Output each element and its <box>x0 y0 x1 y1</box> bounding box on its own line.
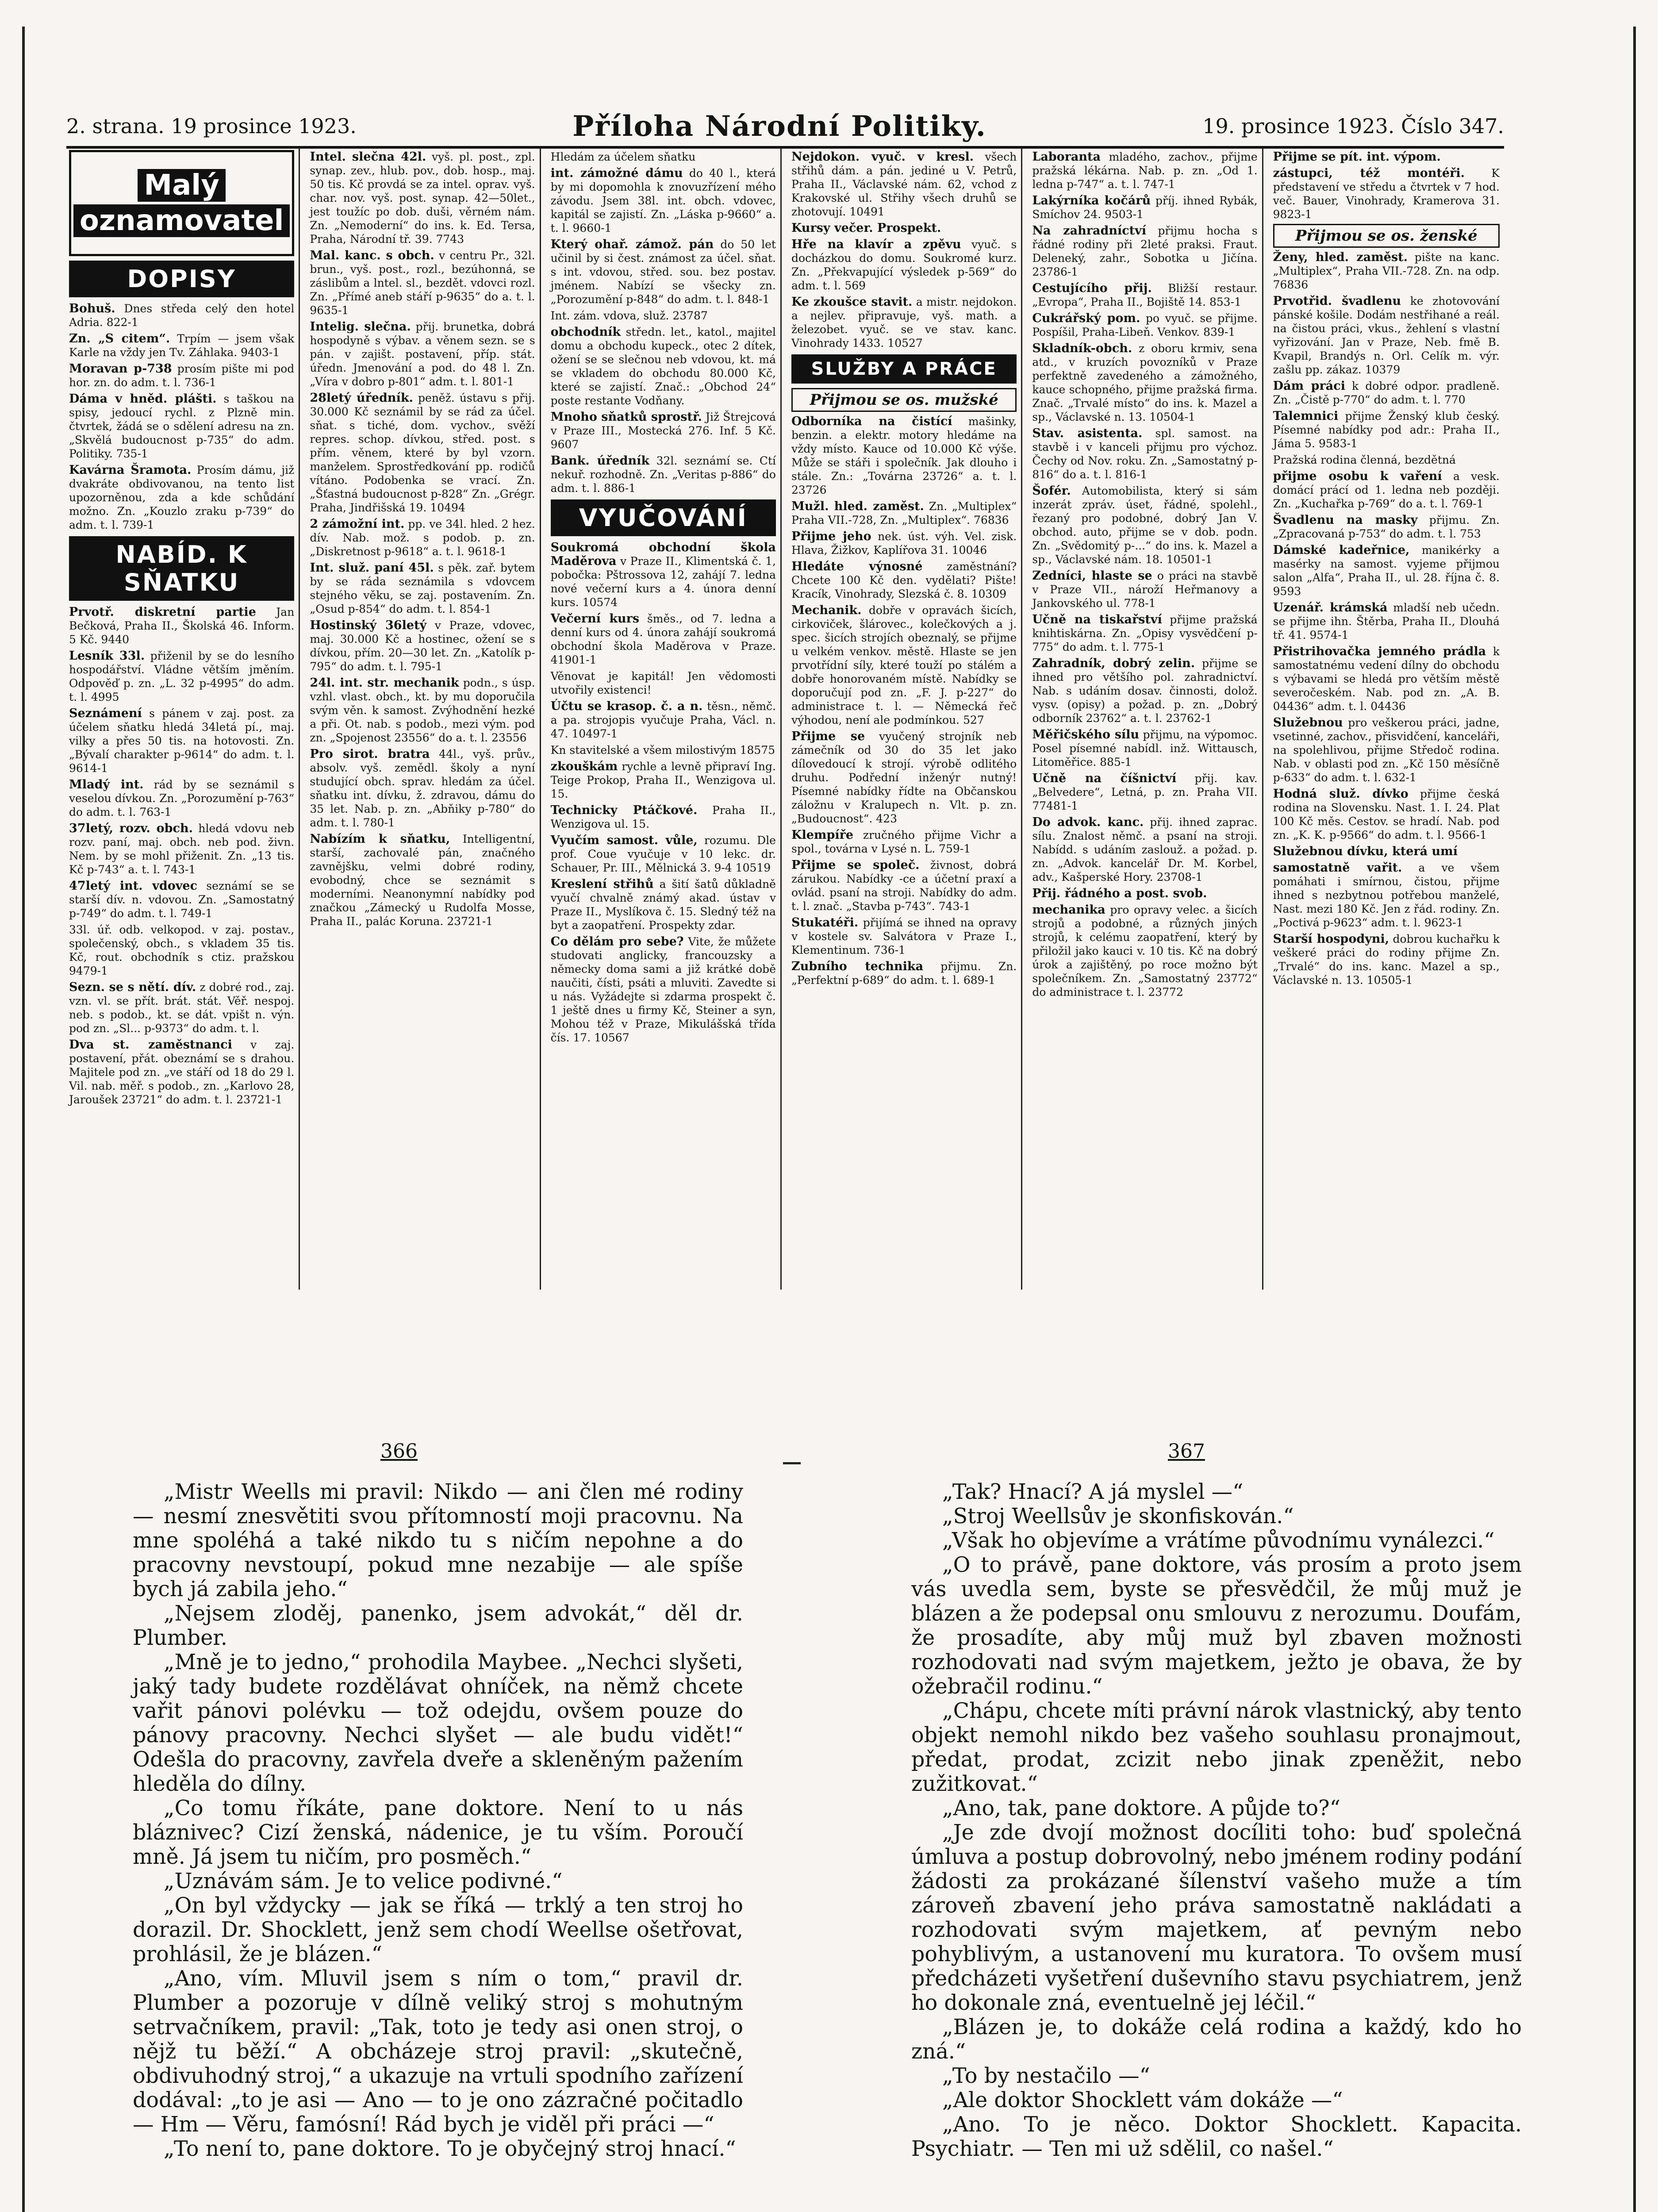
ad-text: mladého, zachov., přijme pražská lékárna. Nab. p. zn. „Od 1. ledna p-747“ a. t. l. 747-1 <box>1032 150 1258 191</box>
ad-keyword: Přij. řádného a post. svob. <box>1032 887 1207 900</box>
ad-text: rozumu. Dle prof. Coue vyučuje v 10 lekc. dr. Schauer, Pr. III., Mělnická 3. 9-4 10519 <box>550 834 776 874</box>
page-number-right: 367 <box>1168 1440 1205 1463</box>
classified-ad <box>1032 224 1257 279</box>
classified-ad <box>1032 903 1257 999</box>
maly-oznamovatel-logo <box>69 150 294 256</box>
ad-keyword: Seznámení <box>69 707 142 720</box>
ad-keyword: Mechanik. <box>791 603 862 617</box>
ad-text: k dobré odpor. pradleně. Zn. „Čistě p-770“ do adm. t. l. 770 <box>1273 380 1500 406</box>
classified-ad <box>1273 861 1500 929</box>
classified-ad <box>310 391 535 515</box>
classified-ad <box>1273 379 1500 407</box>
ad-keyword: Bohuš. <box>69 302 115 315</box>
classified-ad <box>551 803 776 831</box>
classified-ad <box>1273 787 1500 842</box>
classified-ad <box>791 530 1017 557</box>
story-paragraph: „Uznávám sám. Je to velice podivné.“ <box>164 1869 563 1893</box>
ad-keyword: Lesník 33l. <box>69 649 145 663</box>
ad-text: s pěk. zař. bytem by se ráda seznámila s vdovcem stejného věku, se zaj. postavením. Zn. „Osud p-854“ do adm. t. l. 854-1 <box>310 561 535 615</box>
ad-keyword: Prvotř. diskretní partie <box>69 605 256 619</box>
ad-keyword: Přijme jeho <box>791 530 871 543</box>
ad-text: živnost, dobrá zárukou. Nabídky -ce a účetní praxí a ovlád. psaní na stroji. Nabídky do adm. t. l. znač. „Stavba p-743“. 743-1 <box>791 859 1017 913</box>
ad-column <box>1029 148 1263 1290</box>
ad-keyword: Na zahradníctví <box>1032 224 1147 238</box>
ad-text: příj. ihned Rybák, Smíchov 24. 9503-1 <box>1032 194 1258 221</box>
ad-text: Věnovat je kapitál! Jen vědomosti utvořily existenci! <box>550 670 776 696</box>
ad-text: nek. úst. výh. Vel. zisk. Hlava, Žižkov, Kaplířova 31. 10046 <box>791 530 1017 557</box>
classified-ad <box>69 605 294 646</box>
ad-text: přijme se ihned pro většího pol. zahradnictví. Nab. s udáním dosav. činnosti, dolož. vysv. (opisy) a požad. p. zn. „Dobrý odborník 23762“ a. t. l. 23762-1 <box>1032 657 1258 725</box>
ad-keyword: Cukrářský pom. <box>1032 311 1140 325</box>
classified-ad <box>551 541 776 609</box>
ad-keyword: Odborníka na čistící <box>791 415 952 428</box>
classified-ad <box>551 833 776 875</box>
ad-text: v zaj. postavení, přát. obeznámí se s drahou. Majitele pod zn. „ve stáří od 18 do 29 l. Vil. nab. měř. s podob., zn. „Karlovo 28, Jaroušek 23721“ do adm. t. l. 23721-1 <box>69 1038 295 1106</box>
ad-keyword: Soukromá obchodní škola Maděrova <box>550 541 776 568</box>
ad-text: Kn stavitelské a všem milostivým 18575 <box>550 744 775 757</box>
ad-keyword: zástupci, též montéři. <box>1273 166 1465 180</box>
ad-keyword: 28letý úředník. <box>310 391 413 405</box>
classified-ad <box>310 249 535 317</box>
ad-text: přijmu hocha s řádné rodiny při 2leté praksi. Fraut. Deleneký, zahr., Sobotka u Jičína. 23786-1 <box>1032 224 1258 278</box>
ad-text: pište na kanc. „Multiplex“, Praha VII.-728. Zn. na odp. 76836 <box>1273 251 1500 291</box>
ad-keyword: mechanika <box>1032 903 1105 917</box>
ad-keyword: Kavárna Šramota. <box>69 463 192 477</box>
ad-text: podn., s úsp. vzhl. vlast. obch., kt. by mu doporučila svým věn. k samost. Zvýhodnění hezké a při. Ot. nab. s podob., mezi vým. pod zn. „Spojenost 23556“ do a. t. l. 23556 <box>310 676 535 744</box>
classified-ads <box>66 148 1504 1290</box>
classified-ad <box>1273 294 1500 376</box>
ad-text: s pánem v zaj. post. za účelem sňatku hledá 34letá pí., maj. vilky a přes 50 tis. na hotovosti. Zn. „Bývalí charakter p-9614“ do adm. t. l. 9614-1 <box>69 707 295 775</box>
classified-ad <box>69 980 294 1035</box>
ad-keyword: Který ohař. zámož. pán <box>550 238 714 251</box>
ad-text: vyš. pl. post., zpl. synap. zev., hlub. pov., dob. hosp., maj. 50 tis. Kč provdá se za intel. oprav. vyš. char. nov. vyš. post. synap. 42—50let., jest toužíc po dob. duši, věrném nám. Zn. „Nemoderní“ do ins. k. Ed. Tersa, Praha, Národní tř. 39. 7743 <box>310 150 535 246</box>
classified-ad <box>310 747 535 830</box>
ad-keyword: Učně na tiskařství <box>1032 613 1162 626</box>
ad-text: Bližší restaur. „Evropa“, Praha II., Bojiště 14. 853-1 <box>1032 282 1258 308</box>
story-paragraph: „To by nestačilo —“ <box>942 2064 1150 2088</box>
ad-keyword: Kursy večer. Prospekt. <box>791 221 941 235</box>
ad-text: s taškou na spisy, jedoucí rychl. z Plzně min. čtvrtek, žádá se o sdělení adresu na zn. „Skvělá budoucnost p-735“ do adm. Politiky. 735-1 <box>69 392 295 460</box>
classified-ad <box>1032 728 1257 769</box>
section-heading: NABÍD. K SŇATKU <box>69 536 294 601</box>
page-header <box>66 106 1504 149</box>
ad-keyword: Lakýrníka kočárů <box>1032 194 1151 207</box>
ad-text: přijímá se ihned na opravy v kostele sv. Salvátora v Praze I., Klementinum. 736-1 <box>791 916 1017 956</box>
classified-ad <box>69 923 294 978</box>
ad-text: a mistr. nejdokon. a nejlev. připravuje, vyš. math. a železobet. vyuč. se ve stav. kanc. Vinohrady 1433. 10527 <box>791 296 1017 349</box>
classified-ad <box>310 832 535 928</box>
ad-keyword: Pro sirot. bratra <box>310 747 430 761</box>
classified-ad <box>1032 150 1257 191</box>
classified-ad <box>310 150 535 246</box>
ad-keyword: Ženy, hled. zaměst. <box>1273 250 1408 264</box>
ad-text: manikérky a masérky na samost. vyjeme přijmou salon „Alfa“, Praha II., ul. 28. října č. 8. 9593 <box>1273 544 1500 598</box>
ad-text: z oboru krmiv, sena atd., v kruzích povozníků v Praze perfektně zavedeného a zámožného, kauce schopného, přijme pražská firma. Znač. „Trvalé místo“ do ins. k. Mazel a sp., Václavské n. 13. 10504-1 <box>1032 342 1258 423</box>
ad-keyword: Zubního technika <box>791 960 924 973</box>
header-title: Příloha Národní Politiky. <box>572 109 986 143</box>
classified-ad <box>1032 194 1257 221</box>
ad-text: přijme česká rodina na Slovensku. Nast. 1. I. 24. Plat 100 Kč měs. Cestov. se hradí. Nab. pod zn. „K. K. p-9566“ do adm. t. l. 9566-1 <box>1273 787 1500 841</box>
ad-keyword: zkouškám <box>550 760 618 773</box>
classified-ad <box>69 822 294 876</box>
classified-ad <box>551 699 776 741</box>
classified-ad <box>791 238 1017 292</box>
classified-ad <box>69 332 294 359</box>
classified-ad <box>551 325 776 407</box>
classified-ad <box>1032 569 1257 610</box>
classified-ad <box>791 858 1017 913</box>
ad-text: Int. zám. vdova, služ. 23787 <box>550 309 708 322</box>
ad-text: přiženil by se do lesního hospodářství. Vládne větším jměním. Odpověď p. zn. „L. 32 p-4995“ do adm. t. l. 4995 <box>69 649 295 703</box>
classified-ad <box>791 603 1017 727</box>
ad-text: z dobré rod., zaj. vzn. vl. se přít. brát. stát. Věř. nespoj. neb. s podob., kt. se dát. vpišt n. výn. pod zn. „Sl... p-9373“ do adm. t. l. <box>69 981 295 1035</box>
classified-ad <box>1273 932 1500 987</box>
ad-keyword: Přijme se <box>791 730 865 743</box>
header-date-left: 2. strana. 19 prosince 1923. <box>66 114 357 138</box>
ad-keyword: Intelig. slečna. <box>310 320 411 334</box>
story-paragraph: „O to právě, pane doktore, vás prosím a proto jsem vás uvedla sem, byste se přesvědčil, že můj muž je blázen a že podepsal onu smlouvu z nerozumu. Doufám, že prosadíte, aby můj muž byl zbaven možnosti rozhodovati nad svým majetkem, ježto je obava, že by ožebračil rodinu.“ <box>911 1553 1522 1699</box>
classified-ad <box>69 463 294 532</box>
ad-keyword: Hře na klavír a zpěvu <box>791 238 961 251</box>
classified-ad <box>1273 543 1500 598</box>
ad-text: a vesk. domácí prácí od 1. ledna neb později. Zn. „Kuchařka p-769“ do a. t. l. 769-1 <box>1273 470 1500 510</box>
ad-text: pro veškerou práci, jadne, vsetinné, zachov., přisvidčení, kanceláři, na spolehlivou, přijme Středoč rodina. Nab. v oblasti pod zn. „Kč 150 měsíčně p-633“ do adm. t. l. 632-1 <box>1273 716 1500 784</box>
ad-keyword: Dámské kadeřnice, <box>1273 543 1410 557</box>
ad-keyword: Zn. „S citem“. <box>69 332 170 346</box>
ad-text: přijmu. Zn. „Perfektní p-689“ do adm. t. l. 689-1 <box>791 960 1017 987</box>
story-paragraph: „To není to, pane doktore. To je obyčejný stroj hnací.“ <box>164 2137 736 2161</box>
classified-ad <box>310 320 535 388</box>
ad-text: ke zhotovování pánské košile. Dodám nestřihané a reál. na čistou práci, vkus., žehlení s vlastní vyřizování. Jan v Praze, Neb. fmě B. Kvapil, Brandýs n. Orl. Celík m. výr. zašlu pp. zákaz. 10379 <box>1273 295 1500 376</box>
ad-keyword: 47letý int. vdovec <box>69 879 198 893</box>
ad-keyword: Učně na číšnictví <box>1032 772 1177 785</box>
ad-keyword: Mnoho sňatků sprostř. <box>550 410 702 424</box>
ad-keyword: Šofér. <box>1032 484 1071 498</box>
classified-ad <box>1032 484 1257 566</box>
classified-ad <box>551 309 776 323</box>
story-paragraph: „Je zde dvojí možnost docíliti toho: buď společná úmluva a postup dobrovolný, nebo jménem rodiny podání žádosti za prokázané šílenství vašeho muže a tím zároveň zbavení jeho práva samostatně nakládati a rozhodovati svým majetkem, ať pevným nebo pohyblivým, a ustanovení mu kuratora. To ovšem musí předcházeti vyšetření duševního stavu psychiatrem, jenž ho dokonale zná, eventuelně jej léčil.“ <box>911 1820 1522 2015</box>
ad-keyword: Cestujícího přij. <box>1032 281 1152 295</box>
classified-ad <box>69 362 294 389</box>
classified-ad <box>791 828 1017 856</box>
story-paragraph: „Stroj Weellsův je skonfiskován.“ <box>942 1504 1294 1528</box>
ad-keyword: Zedníci, hlaste se <box>1032 569 1152 583</box>
ad-text: šměs., od 7. ledna a denní kurs od 4. února zahájí soukromá obchodní škola Maděrova v Praze. 41901-1 <box>550 612 776 666</box>
ad-keyword: Klempíře <box>791 828 853 842</box>
ad-text: Automobilista, který si sám inzerát zpráv. úset, řádné, spolehl., řezaný pro podobné, dobrý Jan V. obchod. auto, přijme se v dob. podn. Zn. „Svědomitý p-...“ do ins. k. Mazel a sp., Václavské nám. 18. 10501-1 <box>1032 484 1258 566</box>
classified-ad <box>551 454 776 495</box>
classified-ad <box>551 612 776 667</box>
ad-text: mladší neb učedn. se přijme ihn. Štěrba, Praha II., Dlouhá tř. 41. 9574-1 <box>1273 601 1500 641</box>
classified-ad <box>1032 613 1257 654</box>
ad-text: vyučený strojník neb zámečník od 30 do 35 let jako dílovedoucí k strojí. výrobě odlitého druhu. Podřední inženýr nutný! Písemné nabídky řídte na Občanskou záložnu v Kralupech n. Vlt. p. zn. „Budoucnost“. 423 <box>791 730 1017 825</box>
ad-text: Praha II., Wenzigova ul. 15. <box>550 804 776 830</box>
classified-ad <box>1032 887 1257 900</box>
ad-text: peněž. ústavu s přij. 30.000 Kč seznámil by se rád za účel. sňat. s tiché, dom. vychov., svěží repres. schop. dívkou, střed. post. s přím. věnem, které by byl vzorn. manželem. Sprostředkování pp. rodičů vítáno. Podobenka se vrací. Zn. „Šťastná budoucnost p-828“ Zn. „Grégr. Praha, Jindřišská 19. 10494 <box>310 392 535 514</box>
classified-ad <box>551 760 776 801</box>
classified-ad <box>791 916 1017 957</box>
classified-ad <box>1273 845 1500 858</box>
ad-keyword: Hledáte výnosné <box>791 560 923 573</box>
ad-keyword: Kreslení střihů <box>550 877 654 891</box>
ad-keyword: Vyučím samost. vůle, <box>550 833 698 847</box>
ad-text: 44l., vyš. prův., absolv. vyš. zemědl. školy a nyní studující obch. sprav. hledám za účel. sňatku int. dívku, ž. zdravou, dámu do 35 let. Nab. p. zn. „Abňiky p-780“ do adm. t. l. 780-1 <box>310 748 535 829</box>
classified-ad <box>1273 645 1500 713</box>
ad-keyword: Sezn. se s nětí. dív. <box>69 980 196 994</box>
story-paragraph: „Co tomu říkáte, pane doktore. Není to u nás bláznivec? Cizí ženská, nádenice, je tu vším. Poroučí mně. Já jsem tu ničím, pro posměch.“ <box>133 1796 743 1869</box>
ad-text: přij. ihned zaprac. sílu. Znalost němč. a psaní na stroji. Nabídd. s udáním zaslouž. a požad. p. zn. „Advok. kancelář Dr. M. Korbel, adv., Kašperské Hory. 23708-1 <box>1032 816 1258 883</box>
story-paragraph: „Tak? Hnací? A já myslel —“ <box>942 1480 1244 1504</box>
classified-ad <box>791 295 1017 350</box>
ad-text: a ve všem pomáhati i smírnou, čistou, přijme ihned s nezbytnou potřebou manželé, Nast. mezi 180 Kč. Jen z řád. rodiny. Zn. „Poctivá p-9623“ adm. t. l. 9623-1 <box>1273 861 1500 929</box>
ad-keyword: Bank. úředník <box>550 454 650 468</box>
ad-text: Hledám za účelem sňatku <box>550 150 696 163</box>
classified-ad <box>69 649 294 704</box>
ad-text: těsn., němč. a pa. strojopis vyučuje Praha, Václ. n. 47. 10497-1 <box>550 700 776 740</box>
story-column-left <box>133 1480 743 2161</box>
ad-keyword: Dáma v hněd. plášti. <box>69 392 217 406</box>
ad-text: dobrou kuchařku k veškeré práci do rodiny přijme Zn. „Trvalé“ do ins. kanc. Mazel a sp., Václavské n. 13. 10505-1 <box>1273 933 1500 987</box>
ad-keyword: Přijme se společ. <box>791 858 920 872</box>
classified-ad <box>1273 513 1500 541</box>
story-paragraph: „Ano. To je něco. Doktor Shocklett. Kapacita. Psychiatr. — Ten mi už sdělil, co našel.“ <box>911 2112 1522 2161</box>
ad-keyword: Technicky Ptáčkové. <box>550 803 698 817</box>
ad-keyword: int. zámožné dámu <box>550 166 683 180</box>
ad-text: po vyuč. se přijme. Pospíšil, Praha-Libeň. Venkov. 839-1 <box>1032 312 1258 338</box>
classified-ad <box>551 877 776 932</box>
story-column-right <box>911 1480 1522 2161</box>
classified-ad <box>1032 342 1257 424</box>
ad-text: hledá vdovu neb rozv. paní, maj. obch. neb pod. živn. Nem. by se mohl přiženit. Zn. „13 tis. Kč p-743“ a. t. l. 743-1 <box>69 822 295 876</box>
classified-ad <box>1273 150 1500 164</box>
classified-ad <box>1032 772 1257 813</box>
classified-ad <box>791 415 1017 497</box>
ad-text: v Praze II., Klimentská č. 1, pobočka: Pštrossova 12, zahájí 7. ledna nové večerní kurs a 4. února denní kurs. 10574 <box>550 555 776 609</box>
ad-keyword: Hostinský 36letý <box>310 618 427 632</box>
classified-ad <box>791 499 1017 527</box>
ad-keyword: přijme osobu k vaření <box>1273 469 1442 483</box>
classified-ad <box>1273 409 1500 450</box>
classified-ad <box>1032 426 1257 481</box>
logo-line-1: Malý <box>138 169 226 202</box>
ad-keyword: 37letý, rozv. obch. <box>69 822 193 835</box>
ad-text: Již Štrejcová v Praze III., Mostecká 276. Inf. 5 Kč. 9607 <box>550 411 776 451</box>
ad-column <box>66 148 300 1290</box>
story-paragraph: „Však ho objevíme a vrátíme původnímu vynálezci.“ <box>942 1528 1495 1553</box>
ad-keyword: Přijme se pít. int. výpom. <box>1273 150 1441 164</box>
ad-keyword: obchodník <box>550 325 621 339</box>
classified-ad <box>1032 281 1257 309</box>
ad-text: pp. ve 34l. hled. 2 hez. dív. Nab. mož. s podob. p. zn. „Diskretnost p-9618“ a. t. l. 9618-1 <box>310 518 535 558</box>
classified-ad <box>69 778 294 819</box>
ad-text: rychle a levně připraví Ing. Teige Prokop, Praha II., Wenzigova ul. 15. <box>550 760 776 800</box>
classified-ad <box>69 1038 294 1106</box>
ad-text: spl. samost. na stavbě i v kanceli přijmu pro výchoz. Čechy od Nov. roku. Zn. „Samostatný p-816“ do a. t. l. 816-1 <box>1032 427 1258 481</box>
ad-text: Prosím dámu, již dvakráte obdivovanou, na tento list upozorněnou, zda a kde schůdání možno. Zn. „Kouzlo zraku p-739“ do adm. t. l. 739-1 <box>69 464 295 531</box>
classified-ad <box>1032 311 1257 339</box>
story-paragraph: „Ale doktor Shocklett vám dokáže —“ <box>942 2088 1343 2112</box>
classified-ad <box>310 517 535 558</box>
header-date-right: 19. prosince 1923. Číslo 347. <box>1202 114 1504 138</box>
ad-keyword: Nabízím k sňatku, <box>310 832 450 846</box>
classified-ad <box>69 879 294 920</box>
ad-column <box>548 148 782 1290</box>
subsection-heading: Přijmou se os. ženské <box>1273 224 1500 248</box>
ad-text: v centru Pr., 32l. brun., vyš. post., rozl., bezúhonná, se záslibům a lntel. sl., bezdět. vdovci rozl. Zn. „Přímé aneb stáří p-9635“ do a. t. l. 9635-1 <box>310 249 535 317</box>
ad-text: Trpím — jsem však Karle na vždy jen Tv. Záhlaka. 9403-1 <box>69 332 295 359</box>
classified-ad <box>551 410 776 451</box>
ad-keyword: Stav. asistenta. <box>1032 426 1143 440</box>
ad-keyword: Přistrihovačka jemného prádla <box>1273 645 1486 658</box>
ad-text: rád by se seznámil s veselou dívkou. Zn. „Porozumění p-763“ do adm. t. l. 763-1 <box>69 778 295 818</box>
page-number-left: 366 <box>380 1440 418 1463</box>
ad-keyword: Dva st. zaměstnanci <box>69 1038 232 1052</box>
classified-ad <box>791 150 1017 219</box>
ad-text: přijmu, na výpomoc. Posel písemné nabídl. inž. Wittausch, Litoměřice. 885-1 <box>1032 728 1258 768</box>
subsection-heading: Přijmou se os. mužské <box>791 388 1017 412</box>
ad-text: seznámí se se starší dív. n. vdovou. Zn. „Samostatný p-749“ do adm. t. l. 749-1 <box>69 879 295 920</box>
ad-keyword: Večerní kurs <box>550 612 640 626</box>
section-heading: VYUČOVÁNÍ <box>551 499 776 536</box>
ad-text: přijmu. Zn. „Zpracovaná p-753“ do adm. t. l. 753 <box>1273 514 1500 540</box>
ad-keyword: Služebnou dívku, která umí <box>1273 845 1458 858</box>
classified-ad <box>551 669 776 697</box>
classified-ad <box>69 302 294 329</box>
ad-keyword: Účtu se krasop. č. a n. <box>550 699 703 713</box>
classified-ad <box>551 150 776 164</box>
ad-keyword: Talemnici <box>1273 409 1339 423</box>
classified-ad <box>1273 716 1500 784</box>
story-paragraph: „Mně je to jedno,“ prohodila Maybee. „Nechci slyšeti, jaký tady budete rozdělávat ohníček, na němž chcete vařit pánovi polévku — tož odejdu, ovšem pouze do pánovy pracovny. Nechci slyšet — ale budu vidět!“ Odešla do pracovny, zavřela dveře a skleněným pažením hleděla do dílny. <box>133 1650 743 1796</box>
story-paragraph: „Mistr Weells mi pravil: Nikdo — ani člen mé rodiny — nesmí znesvětiti svou přítomností moji pracovnu. Na mne spoléhá a také nikdo tu s ničím nepohne a do pracovny nevstoupí, pokud mne nezabije — ale spíše bych já zabila jeho.“ <box>133 1480 743 1601</box>
ad-keyword: Švadlenu na masky <box>1273 513 1418 527</box>
ad-column <box>307 148 541 1290</box>
ad-text: Intelligentní, starší, zachovalé pán, značného zavnějšku, velmi dobré rodiny, evobodný, chce se seznámit s moderními. Neanonymní nabídky pod značkou „Zámecký u Rudolfa Mosse, Praha II., palác Koruna. 23721-1 <box>310 833 535 928</box>
ad-keyword: Do advok. kanc. <box>1032 815 1144 829</box>
classified-ad <box>310 561 535 616</box>
classified-ad <box>1273 453 1500 467</box>
ad-keyword: Prvotřid. švadlenu <box>1273 294 1401 308</box>
story-paragraph: „Chápu, chcete míti právní nárok vlastnický, aby tento objekt nemohl nikdo bez vašeho souhlasu pronajmout, předat, prodat, zcizit nebo jinak zpeněžit, nebo zužitkovat.“ <box>911 1699 1522 1796</box>
classified-ad <box>551 743 776 757</box>
story-paragraph: „Ano, tak, pane doktore. A půjde to?“ <box>942 1796 1340 1820</box>
ad-text: pro opravy velec. a šicích strojů a podobné, a různých jiných strojů, k celému zaopatření, který by přiložil jako kauci v. 10 tis. Kč na dobrý úrok a zajištěný, po roce možno být společníkem. Zn. „Samostatný 23772“ do administrace t. l. 23772 <box>1032 903 1258 998</box>
ad-text: 33l. úř. odb. velkopod. v zaj. postav., společenský, obch., s vkladem 35 tis. Kč, rout. obchodník s ctiz. pražskou 9479-1 <box>69 923 295 977</box>
classified-ad <box>69 392 294 461</box>
classified-ad <box>551 238 776 306</box>
classified-ad <box>1273 250 1500 292</box>
ad-keyword: Nejdokon. vyuč. v kresl. <box>791 150 974 164</box>
ad-text: v Praze, vdovec, maj. 30.000 Kč a hostinec, ožení se s dívkou, přím. 20—30 let. Zn. „Katolík p-795“ do adm. t. l. 795-1 <box>310 619 535 673</box>
classified-ad <box>69 707 294 775</box>
classified-ad <box>791 960 1017 987</box>
ad-keyword: Mužl. hled. zaměst. <box>791 499 924 513</box>
section-heading: DOPISY <box>69 261 294 297</box>
ad-text: zaměstnání? Chcete 100 Kč den. vydělati? Pište! Kracík, Vinohrady, Slezská č. 8. 10309 <box>791 560 1017 600</box>
ad-text: zručného přijme Vichr a spol., továrna v Lysé n. L. 759-1 <box>791 829 1017 855</box>
center-dash <box>783 1462 801 1464</box>
ad-keyword: Zahradník, dobrý zelin. <box>1032 657 1195 670</box>
ad-text: přij. brunetka, dobrá hospodyně s výbav. a věnem sezn. se s pán. v zajišt. postavení, příp. stát. úředn. Jmenování a pod. do 48 l. Zn. „Víra v dobro p-801“ adm. t. l. 801-1 <box>310 320 535 388</box>
ad-keyword: Mal. kanc. s obch. <box>310 249 434 262</box>
story-paragraph: „Blázen je, to dokáže celá rodina a každý, kdo ho zná.“ <box>911 2015 1522 2064</box>
section-heading: SLUŽBY A PRÁCE <box>791 354 1017 384</box>
classified-ad <box>791 560 1017 601</box>
ad-column <box>1270 148 1504 1290</box>
ad-text: středn. let., katol., majitel domu a obchodu kupeck., otec 2 dítek, ožení se se slečnou neb vdovou, kt. má se vkladem do obchodu 80.000 Kč, které se zajistí. Znač.: „Obchod 24“ poste restante Vodňany. <box>550 326 776 407</box>
story-paragraph: „Nejsem zloděj, panenko, jsem advokát,“ děl dr. Plumber. <box>133 1601 743 1650</box>
ad-keyword: Dám práci <box>1273 379 1345 393</box>
classified-ad <box>1032 815 1257 884</box>
ad-text: Jan Bečková, Praha II., Školská 46. Inform. 5 Kč. 9440 <box>69 606 295 646</box>
classified-ad <box>551 166 776 235</box>
ad-text: vyuč. s docházkou do domu. Soukromé kurz. Zn. „Překvapující výsledek p-569“ do adm. t. l. 569 <box>791 238 1017 292</box>
ad-keyword: Starší hospodyni, <box>1273 932 1389 946</box>
ad-keyword: Intel. slečna 42l. <box>310 150 426 164</box>
ad-keyword: Skladník-obch. <box>1032 342 1132 355</box>
ad-text: přijme pražská knihtiskárna. Zn. „Opisy vysvědčení p-775“ do adm. t. l. 775-1 <box>1032 613 1258 653</box>
ad-column <box>789 148 1022 1290</box>
story-paragraph: „On byl vždycky — jak se říká — trklý a ten stroj ho dorazil. Dr. Shocklett, jenž sem chodí Weellse ošetřovat, prohlásil, že je blázen.“ <box>133 1893 743 1966</box>
classified-ad <box>1273 469 1500 511</box>
classified-ad <box>791 221 1017 235</box>
ad-keyword: Co dělám pro sebe? <box>550 935 684 949</box>
ad-keyword: Služebnou <box>1273 716 1343 730</box>
ad-text: K představení ve středu a čtvrtek v 7 hod. več. Bauer, Vinohrady, Kramerova 31. 9823-1 <box>1273 167 1500 221</box>
ad-text: Vite, že můžete studovati anglicky, francouzsky a německy doma sami a již krátké době naučiti, čísti, psáti a mluviti. Zavedte si u nás. Vyžádejte si zdarma prospekt č. 1 ještě dnes u firmy Kč, Steiner a syn, Mohou též v Praze, Mikulášská třída čís. 17. 10567 <box>550 935 776 1044</box>
ad-text: Zn. „Multiplex“ Praha VII.-728, Zn. „Multiplex“. 76836 <box>791 500 1017 526</box>
classified-ad <box>1273 166 1500 221</box>
ad-text: mašinky, benzin. a elektr. motory hledáme na vždy místo. Kauce od 10.000 Kč výše. Může se stáři i společník. Jak dlouho i stále. Zn.: „Továrna 23726“ a. t. l. 23726 <box>791 415 1017 496</box>
ad-text: k samostatnému vedení dílny do obchodu s výbavami se hledá pro větším městě severočeském. Nab. pod zn. „A. B. 04436“ adm. t. l. 04436 <box>1273 645 1500 713</box>
ad-keyword: Int. služ. paní 45l. <box>310 561 434 575</box>
ad-keyword: Ke zkoušce stavit. <box>791 295 913 309</box>
ad-keyword: Moravan p-738 <box>69 362 172 376</box>
story-paragraph: „Ano, vím. Mluvil jsem s ním o tom,“ pravil dr. Plumber a pozoruje v dílně veliký stroj s mohutným setrvačníkem, pravil: „Tak, toto je tedy asi onen stroj, o nějž tu běží.“ A obcházeje stroj pravil: „skutečně, obdivuhodný stroj,“ a ukazuje na vrtuli spodního zařízení dodával: „to je asi — Ano — to je ono zázračné počitadlo — Hm — Věru, famósní! Rád bych je viděl při práci —“ <box>133 1966 743 2137</box>
ad-text: do 40 l., která by mi dopomohla k znovuzřízení mého závodu. Jsem 38l. int. obch. vdovec, kapitál se zajistí. Zn. „Láska p-9660“ a. t. l. 9660-1 <box>550 167 776 234</box>
classified-ad <box>310 618 535 673</box>
ad-keyword: Laboranta <box>1032 150 1101 164</box>
classified-ad <box>791 730 1017 826</box>
ad-keyword: Měřičského sílu <box>1032 728 1140 741</box>
ad-text: přij. kav. „Belvedere“, Letná, p. zn. Praha VII. 77481-1 <box>1032 772 1258 812</box>
ad-keyword: Mladý int. <box>69 778 144 791</box>
ad-keyword: 2 zámožní int. <box>310 517 405 531</box>
ad-text: přijme Ženský klub český. Písemné nabídky pod adr.: Praha II., Jámа 5. 9583-1 <box>1273 410 1500 450</box>
classified-ad <box>310 676 535 745</box>
ad-text: o práci na stavbě v Praze VII., nároží Heřmanovy a Jankovského ul. 778-1 <box>1032 569 1258 610</box>
ad-text: a šití šatů důkladně vyučí chvalně známý akad. ústav v Praze II., Myslíkova č. 15. Sledný též na byt a zaopatření. Prospekty zdar. <box>550 878 776 932</box>
ad-keyword: Uzenář. krámská <box>1273 601 1388 614</box>
ad-text: do 50 let učinil by si čest. známost za účel. sňat. s int. vdovou, střed. sou. bez postav. jménem. Nabízí se všecky zn. „Porozumění p-848“ do adm. t. l. 848-1 <box>550 238 776 306</box>
ad-keyword: Hodná služ. dívko <box>1273 787 1409 801</box>
ad-text: všech střihů dám. a pán. jediné u V. Petrů, Praha II., Václavské nám. 62, vchod z Krakovské ul. Střihy všech druhů se zhotovují. 10491 <box>791 150 1017 218</box>
ad-keyword: Stukatéři. <box>791 916 859 929</box>
classified-ad <box>551 935 776 1045</box>
ad-text: Dnes středa celý den hotel Adria. 822-1 <box>69 302 295 329</box>
ad-text: Pražská rodina členná, bezdětná <box>1273 453 1456 466</box>
classified-ad <box>1032 657 1257 725</box>
logo-line-2: oznamovatel <box>73 204 290 237</box>
ad-text: prosím pište mi pod hor. zn. do adm. t. l. 736-1 <box>69 362 295 389</box>
ad-text: 32l. seznámí se. Ctí nekuř. rozhodně. Zn. „Veritas p-886“ do adm. t. l. 886-1 <box>550 454 776 495</box>
ad-text: dobře v opravách šicích, cirkoviček, šlárovec., kolečkových a j. spec. šicích strojích obeznalý, se přijme u velkém venkov. městě. Hlaste se jen prvotřídní síly, které touží po stálém a dobře honorovaném místě. Nabídky se doporučují pod zn. „F. J. p-227“ do administrace t. l. — Německá řeč výhodou, není ale podmínkou. 527 <box>791 604 1017 726</box>
ad-keyword: 24l. int. str. mechanik <box>310 676 459 690</box>
classified-ad <box>1273 601 1500 642</box>
ad-keyword: samostatně vařit. <box>1273 861 1402 875</box>
